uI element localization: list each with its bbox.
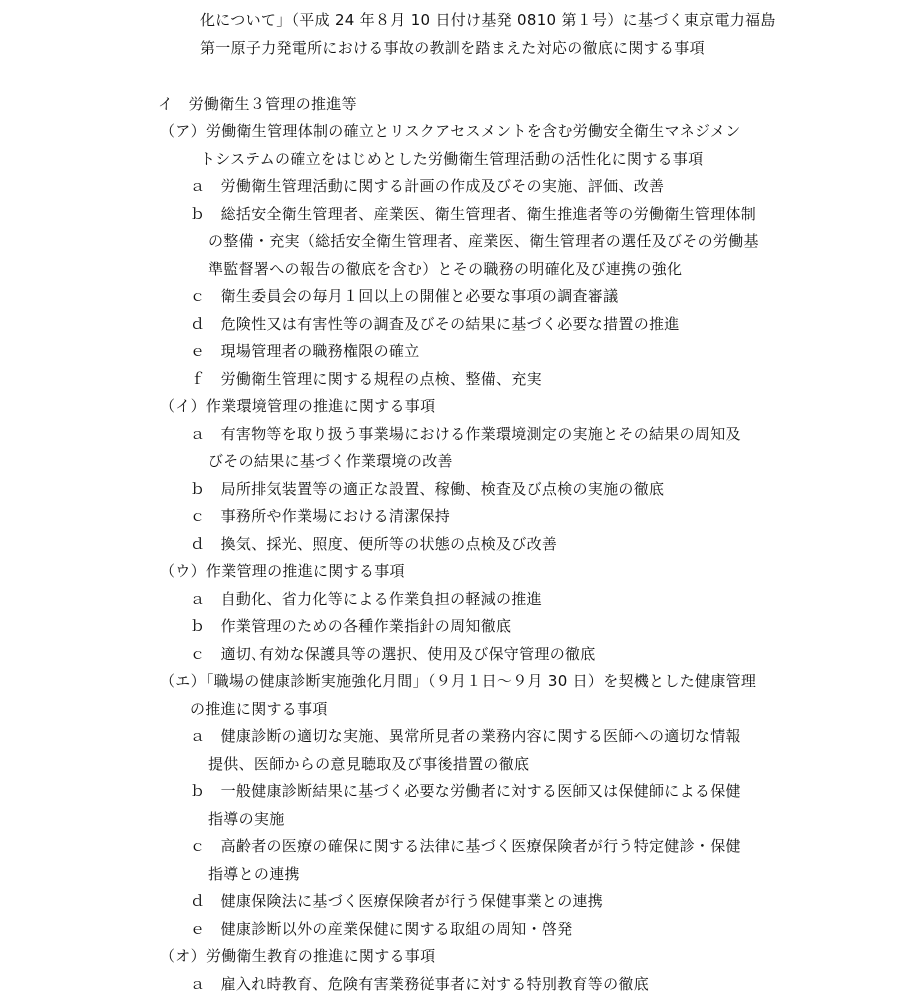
list-item: ｃ 事務所や作業場における清潔保持 [190,507,451,525]
list-item: ａ 労働衛生管理活動に関する計画の作成及びその実施、評価、改善 [190,177,665,195]
subsection-o-heading: （オ）労働衛生教育の推進に関する事項 [160,947,436,965]
list-item: ｂ 一般健康診断結果に基づく必要な労働者に対する医師又は保健師による保健 [190,782,741,800]
subsection-e-heading-cont: の推進に関する事項 [190,700,328,718]
list-item-cont: 指導との連携 [208,865,300,883]
list-item: ｄ 危険性又は有害性等の調査及びその結果に基づく必要な措置の推進 [190,315,680,333]
list-item: ｅ 健康診断以外の産業保健に関する取組の周知・啓発 [190,920,573,938]
list-item-cont: 指導の実施 [208,810,285,828]
intro-line-2: 第一原子力発電所における事故の教訓を踏まえた対応の徹底に関する事項 [200,39,705,57]
section-heading: イ 労働衛生３管理の推進等 [158,95,357,113]
list-item-cont: 準監督署への報告の徹底を含む）とその職務の明確化及び連携の強化 [208,260,683,278]
list-item: ｄ 健康保険法に基づく医療保険者が行う保健事業との連携 [190,892,604,910]
list-item: ａ 雇入れ時教育、危険有害業務従事者に対する特別教育等の徹底 [190,975,650,993]
list-item: ａ 自動化、省力化等による作業負担の軽減の推進 [190,590,542,608]
list-item: ｂ 局所排気装置等の適正な設置、稼働、検査及び点検の実施の徹底 [190,480,665,498]
intro-line-1: 化について」（平成 24 年８月 10 日付け基発 0810 第１号）に基づく東京電力福島 [200,11,776,29]
subsection-u-heading: （ウ）作業管理の推進に関する事項 [160,562,405,580]
list-item: ａ 健康診断の適切な実施、異常所見者の業務内容に関する医師への適切な情報 [190,727,741,745]
list-item: ｂ 総括安全衛生管理者、産業医、衛生管理者、衛生推進者等の労働衛生管理体制 [190,205,757,223]
list-item: ｅ 現場管理者の職務権限の確立 [190,342,420,360]
subsection-i-heading: （イ）作業環境管理の推進に関する事項 [160,397,436,415]
list-item-cont: の整備・充実（総括安全衛生管理者、産業医、衛生管理者の選任及びその労働基 [208,232,759,250]
list-item: ｂ 作業管理のための各種作業指針の周知徹底 [190,617,512,635]
subsection-e-heading: （エ）「職場の健康診断実施強化月間」（９月１日～９月 30 日）を契機とした健康管理 [160,672,757,690]
subsection-a-heading-cont: トシステムの確立をはじめとした労働衛生管理活動の活性化に関する事項 [200,150,704,168]
list-item: ｆ 労働衛生管理に関する規程の点検、整備、充実 [190,370,542,388]
list-item: ｃ 適切､有効な保護具等の選択、使用及び保守管理の徹底 [190,645,596,663]
list-item-cont: 提供、医師からの意見聴取及び事後措置の徹底 [208,755,530,773]
subsection-a-heading: （ア）労働衛生管理体制の確立とリスクアセスメントを含む労働安全衛生マネジメン [160,122,741,140]
list-item-cont: びその結果に基づく作業環境の改善 [208,452,453,470]
list-item: ｃ 高齢者の医療の確保に関する法律に基づく医療保険者が行う特定健診・保健 [190,837,741,855]
list-item: ｄ 換気、採光、照度、便所等の状態の点検及び改善 [190,535,558,553]
list-item: ａ 有害物等を取り扱う事業場における作業環境測定の実施とその結果の周知及 [190,425,741,443]
list-item: ｃ 衛生委員会の毎月１回以上の開催と必要な事項の調査審議 [190,287,619,305]
